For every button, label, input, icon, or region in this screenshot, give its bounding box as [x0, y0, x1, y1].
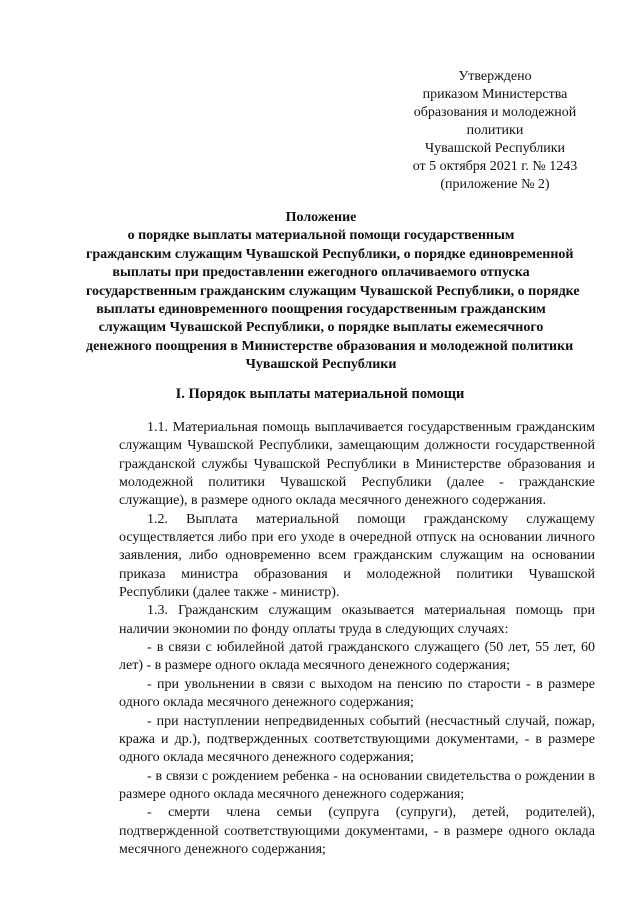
approval-line: приказом Министерства — [422, 87, 568, 102]
list-item: - при наступлении непредвиденных событий (несчастный случай, пожар, кража и др.), подтвержденных соответствующими документами, - в размере одного оклада месячного денежного содержания; — [119, 713, 595, 766]
section-heading: I. Порядок выплаты материальной помощи — [175, 386, 465, 402]
list-item: - в связи с юбилейной датой гражданского служащего (50 лет, 55 лет, 60 лет) - в размере одного оклада месячного денежного содержания; — [119, 640, 595, 674]
document-title — [86, 209, 580, 375]
approval-line: Утверждено — [458, 69, 532, 84]
approval-line: Чувашской Республики — [424, 141, 566, 156]
list-item: - в связи с рождением ребенка - на основании свидетельства о рождении в размере одного оклада месячного денежного содержания; — [119, 768, 595, 802]
list-item: - смерти члена семьи (супруга (супруги), детей, родителей), подтвержденной соответствующими документами, - в размере одного оклада месячного денежного содержания; — [119, 805, 595, 857]
paragraph: 1.2. Выплата материальной помощи гражданскому служащему осуществляется либо при его уходе в очередной отпуск на основании личного заявления, либо одновременно всем гражданским служащим на основании приказа министра образования и молодежной политики Чувашской Республики (далее также - министр). — [119, 511, 595, 601]
title-line: гражданским служащим Чувашской Республики, о порядке единовременной — [86, 246, 574, 262]
approval-stamp — [385, 68, 605, 194]
title-line: выплаты при предоставлении ежегодного оплачиваемого отпуска — [112, 265, 530, 281]
approval-line: образования и молодежной — [413, 105, 577, 120]
list-item: - при увольнении в связи с выходом на пенсию по старости - в размере одного оклада месячного денежного содержания; — [119, 676, 595, 711]
document-body — [119, 419, 595, 859]
title-line: денежного поощрения в Министерстве образования и молодежной политики — [86, 338, 574, 354]
approval-line: от 5 октября 2021 г. № 1243 — [412, 159, 578, 174]
approval-line: (приложение № 2) — [440, 177, 550, 192]
paragraph: 1.3. Гражданским служащим оказывается материальная помощь при наличии экономии по фонду оплаты труда в следующих случаях: — [119, 603, 595, 637]
title-line: выплаты единовременного поощрения государственным гражданским — [96, 302, 546, 318]
title-line: Чувашской Республики — [245, 357, 397, 373]
paragraph: 1.1. Материальная помощь выплачивается государственным гражданским служащим Чувашской Республики, замещающим должности государственной гражданской службы Чувашской Республики в Министерстве образования и молодежной политики Чувашской Республики (далее - гражданские служащие), в размере одного оклада месячного денежного содержания. — [119, 420, 595, 509]
title-line: Положение — [285, 210, 357, 225]
title-line: служащим Чувашской Республики, о порядке выплаты ежемесячного — [98, 320, 544, 336]
title-line: о порядке выплаты материальной помощи государственным — [127, 228, 515, 244]
title-line: государственным гражданским служащим Чувашской Республики, о порядке — [86, 283, 580, 299]
approval-line: политики — [466, 123, 524, 138]
